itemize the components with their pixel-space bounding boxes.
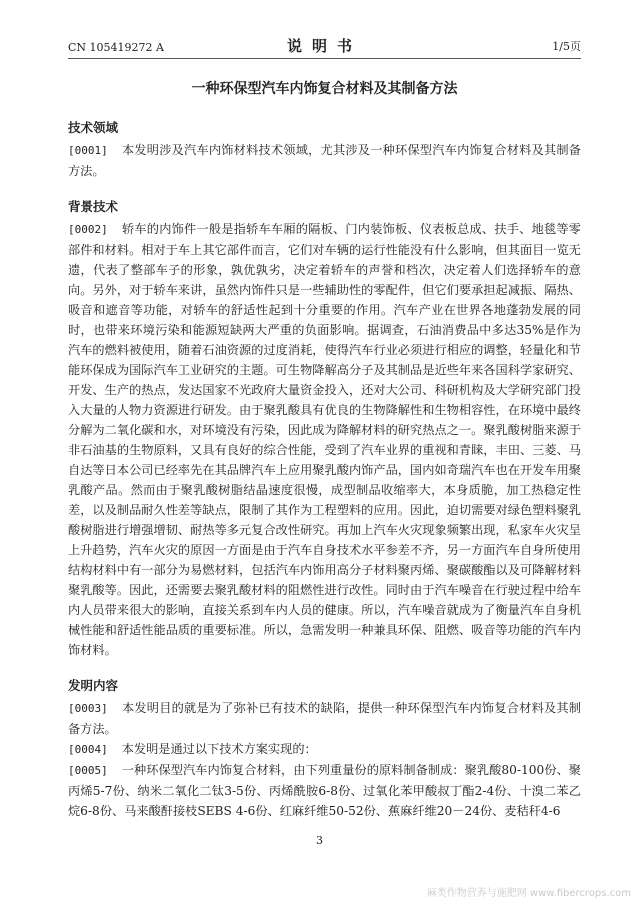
paragraph-text: 本发明目的就是为了弥补已有技术的缺陷，提供一种环保型汽车内饰复合材料及其制备方法。 xyxy=(68,701,581,736)
paragraph-number: [0005] xyxy=(68,764,108,777)
paragraph-text: 一种环保型汽车内饰复合材料，由下列重量份的原料制备制成：聚乳酸80-100份、聚丙烯5-7份、纳米二氧化二钛3-5份、丙烯酰胺6-8份、过氧化苯甲酸叔丁酯2-4份、十溴二苯乙烷6-8份、马来酸酐接枝SEBS 4-6份、红麻纤维50-52份、蕉麻纤维20－24份、麦秸秆4-6 xyxy=(68,763,581,818)
paragraph-text: 本发明是通过以下技术方案实现的： xyxy=(121,742,317,756)
page-header xyxy=(68,36,581,59)
paragraph-text: 本发明涉及汽车内饰材料技术领域，尤其涉及一种环保型汽车内饰复合材料及其制备方法。 xyxy=(68,143,581,178)
paragraph-0002 xyxy=(68,219,581,660)
paragraph-number: [0003] xyxy=(68,702,108,715)
paragraph-0004 xyxy=(68,739,581,760)
section-heading-background: 背景技术 xyxy=(68,199,119,214)
paragraph-0001 xyxy=(68,140,581,181)
document-title: 一种环保型汽车内饰复合材料及其制备方法 xyxy=(191,81,458,97)
watermark: 麻类作物营养与施肥网 www.fibercrops.com xyxy=(426,888,631,899)
paragraph-number: [0001] xyxy=(68,144,108,157)
page-number: 3 xyxy=(316,834,323,847)
page-reference: 1/5页 xyxy=(552,40,581,53)
document-body xyxy=(68,118,581,821)
section-heading-summary: 发明内容 xyxy=(68,678,119,693)
paragraph-text: 轿车的内饰件一般是指轿车车厢的隔板、门内装饰板、仪表板总成、扶手、地毯等零部件和材料。相对于车上其它部件而言，它们对车辆的运行性能没有什么影响，但其面目一览无遗，代表了整部车子的形象，孰优孰劣，决定着轿车的声誉和档次，决定着人们选择轿车的意向。另外，对于轿车来讲，虽然内饰件只是一些辅助性的零配件，但它们要承担起减振、隔热、吸音和遮音等功能，对轿车的舒适性起到十分重要的作用。汽车产业在世界各地蓬勃发展的同时，也带来环境污染和能源短缺两大严重的负面影响。据调查，石油消费品中多达35%是作为汽车的燃料被使用，随着石油资源的过度消耗，使得汽车行业必须进行相应的调整，轻量化和节能环保成为国际汽车工业研究的主题。可生物降解高分子及其制品是近些年来各国科学家研究、开发、生产的热点，发达国家不光政府大量资金投入，还对大公司、科研机构及大学研究部门投入大量的人物力资源进行研发。由于聚乳酸具有优良的生物降解性和生物相容性，在环境中最终分解为二氧化碳和水，对环境没有污染，因此成为降解材料的研究热点之一。聚乳酸树脂来源于非石油基的生物原料，又具有良好的综合性能，受到了汽车业界的重视和青睐，丰田、三菱、马自达等日本公司已经率先在其品牌汽车上应用聚乳酸内饰产品，国内如奇瑞汽车也在开发车用聚乳酸产品。然而由于聚乳酸树脂结晶速度很慢，成型制品收缩率大，本身质脆，加工热稳定性差，以及制品耐久性差等缺点，限制了其作为工程塑料的应用。因此，迫切需要对绿色塑料聚乳酸树脂进行增强增韧、耐热等多元复合改性研究。再加上汽车火灾现象频繁出现，私家车火灾呈上升趋势，汽车火灾的原因一方面是由于汽车自身技术水平参差不齐，另一方面汽车自身所使用结构材料中有一部分为易燃材料，包括汽车内饰用高分子材料聚丙烯、聚碳酸酯以及可降解材料聚乳酸等。因此，还需要去聚乳酸材料的阻燃性进行改性。同时由于汽车噪音在行驶过程中给车内人员带来很大的影响，直接关系到车内人员的健康。所以，汽车噪音就成为了衡量汽车自身机械性能和舒适性能品质的重要标准。所以，急需发明一种兼具环保、阻燃、吸音等功能的汽车内饰材料。 xyxy=(68,222,581,657)
paragraph-0003 xyxy=(68,698,581,739)
paragraph-number: [0004] xyxy=(68,743,108,756)
section-heading-technical-field: 技术领域 xyxy=(68,120,119,135)
paragraph-0005 xyxy=(68,760,581,821)
patent-number: CN 105419272 A xyxy=(68,41,164,54)
paragraph-number: [0002] xyxy=(68,223,108,236)
document-type: 说明书 xyxy=(286,37,362,55)
